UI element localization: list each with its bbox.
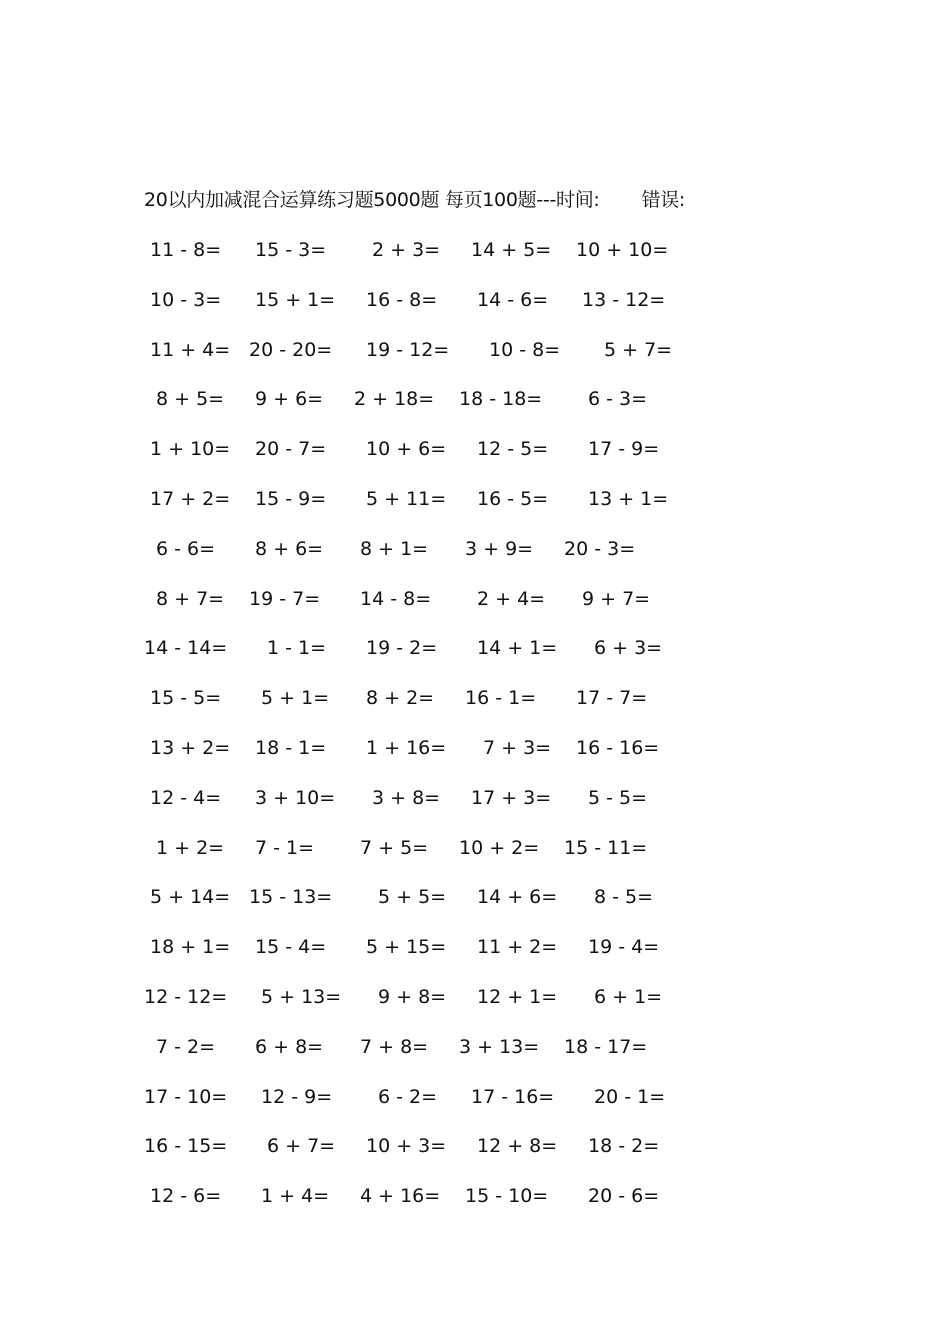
- problem-item: 9 + 6=: [255, 388, 324, 411]
- problem-item: 10 + 3=: [366, 1135, 447, 1158]
- problem-item: 15 + 1=: [255, 288, 336, 311]
- problem-item: 6 + 1=: [594, 985, 663, 1008]
- problem-item: 12 - 12=: [144, 985, 228, 1008]
- problem-item: 6 - 3=: [588, 388, 648, 411]
- problem-item: 1 + 16=: [366, 736, 447, 759]
- problem-item: 2 + 4=: [477, 587, 546, 610]
- problem-item: 13 + 1=: [588, 487, 669, 510]
- problem-item: 20 - 20=: [249, 338, 333, 361]
- problem-item: 15 - 10=: [465, 1185, 549, 1208]
- problem-item: 5 + 1=: [261, 687, 330, 710]
- problem-item: 1 + 4=: [261, 1185, 330, 1208]
- problem-item: 12 - 4=: [150, 786, 222, 809]
- problem-row: [144, 684, 674, 734]
- problem-row: [144, 734, 674, 784]
- problem-item: 14 + 5=: [471, 239, 552, 261]
- problem-item: 20 - 7=: [255, 438, 327, 461]
- problem-item: 14 - 6=: [477, 288, 549, 311]
- problem-item: 9 + 8=: [378, 985, 447, 1008]
- problem-row: [144, 585, 674, 635]
- problem-item: 3 + 13=: [459, 1035, 540, 1058]
- problem-item: 2 + 18=: [354, 388, 435, 411]
- problem-item: 17 - 16=: [471, 1085, 555, 1108]
- problem-grid: [144, 236, 674, 1232]
- worksheet-header: [144, 186, 685, 214]
- problem-item: 6 + 8=: [255, 1035, 324, 1058]
- problem-item: 1 - 1=: [267, 637, 327, 660]
- problem-item: 12 + 1=: [477, 985, 558, 1008]
- problem-item: 20 - 6=: [588, 1185, 660, 1208]
- problem-item: 12 - 6=: [150, 1185, 222, 1208]
- problem-row: [144, 435, 674, 485]
- problem-item: 5 + 13=: [261, 985, 342, 1008]
- problem-row: [144, 883, 674, 933]
- problem-item: 16 - 1=: [465, 687, 537, 710]
- problem-item: 3 + 8=: [372, 786, 441, 809]
- problem-item: 3 + 10=: [255, 786, 336, 809]
- problem-item: 4 + 16=: [360, 1185, 441, 1208]
- problem-row: [144, 385, 674, 435]
- problem-row: [144, 1033, 674, 1083]
- problem-item: 19 - 4=: [588, 936, 660, 959]
- problem-item: 15 - 5=: [150, 687, 222, 710]
- problem-item: 10 - 8=: [489, 338, 561, 361]
- problem-row: [144, 1182, 674, 1232]
- problem-item: 17 + 2=: [150, 487, 231, 510]
- problem-item: 8 - 5=: [594, 886, 654, 909]
- problem-item: 9 + 7=: [582, 587, 651, 610]
- problem-item: 14 - 14=: [144, 637, 228, 660]
- problem-row: [144, 236, 674, 286]
- problem-item: 5 + 5=: [378, 886, 447, 909]
- errors-label: 错误:: [641, 189, 686, 211]
- problem-item: 13 + 2=: [150, 736, 231, 759]
- problem-item: 2 + 3=: [372, 239, 441, 261]
- problem-item: 1 + 2=: [156, 836, 225, 859]
- problem-item: 11 - 8=: [150, 239, 222, 261]
- problem-item: 10 + 10=: [576, 239, 669, 261]
- problem-row: [144, 634, 674, 684]
- problem-item: 18 + 1=: [150, 936, 231, 959]
- problem-item: 14 - 8=: [360, 587, 432, 610]
- problem-row: [144, 286, 674, 336]
- problem-row: [144, 485, 674, 535]
- problem-item: 6 - 6=: [156, 537, 216, 560]
- problem-row: [144, 983, 674, 1033]
- problem-item: 18 - 1=: [255, 736, 327, 759]
- problem-item: 15 - 4=: [255, 936, 327, 959]
- problem-item: 5 - 5=: [588, 786, 648, 809]
- problem-item: 19 - 2=: [366, 637, 438, 660]
- problem-item: 15 - 9=: [255, 487, 327, 510]
- problem-item: 17 - 7=: [576, 687, 648, 710]
- problem-item: 17 - 9=: [588, 438, 660, 461]
- problem-item: 5 + 11=: [366, 487, 447, 510]
- problem-item: 7 - 1=: [255, 836, 315, 859]
- problem-row: [144, 834, 674, 884]
- problem-item: 8 + 7=: [156, 587, 225, 610]
- problem-item: 10 + 2=: [459, 836, 540, 859]
- problem-item: 12 - 9=: [261, 1085, 333, 1108]
- problem-item: 14 + 1=: [477, 637, 558, 660]
- problem-item: 16 - 15=: [144, 1135, 228, 1158]
- problem-item: 8 + 6=: [255, 537, 324, 560]
- problem-row: [144, 1083, 674, 1133]
- problem-item: 13 - 12=: [582, 288, 666, 311]
- problem-item: 17 + 3=: [471, 786, 552, 809]
- problem-item: 12 + 8=: [477, 1135, 558, 1158]
- problem-item: 10 + 6=: [366, 438, 447, 461]
- problem-item: 10 - 3=: [150, 288, 222, 311]
- problem-item: 16 - 8=: [366, 288, 438, 311]
- problem-item: 6 + 3=: [594, 637, 663, 660]
- problem-item: 20 - 3=: [564, 537, 636, 560]
- problem-item: 7 + 3=: [483, 736, 552, 759]
- problem-row: [144, 336, 674, 386]
- problem-item: 5 + 15=: [366, 936, 447, 959]
- problem-item: 7 + 5=: [360, 836, 429, 859]
- problem-item: 5 + 14=: [150, 886, 231, 909]
- problem-row: [144, 784, 674, 834]
- problem-row: [144, 1132, 674, 1182]
- problem-item: 19 - 7=: [249, 587, 321, 610]
- problem-item: 11 + 2=: [477, 936, 558, 959]
- problem-item: 15 - 11=: [564, 836, 648, 859]
- problem-item: 18 - 2=: [588, 1135, 660, 1158]
- problem-item: 17 - 10=: [144, 1085, 228, 1108]
- problem-item: 16 - 5=: [477, 487, 549, 510]
- problem-item: 8 + 5=: [156, 388, 225, 411]
- problem-item: 18 - 17=: [564, 1035, 648, 1058]
- problem-row: [144, 535, 674, 585]
- problem-row: [144, 933, 674, 983]
- worksheet-title: 20以内加减混合运算练习题5000题 每页100题---时间:: [144, 189, 600, 211]
- problem-item: 7 + 8=: [360, 1035, 429, 1058]
- problem-item: 12 - 5=: [477, 438, 549, 461]
- problem-item: 6 + 7=: [267, 1135, 336, 1158]
- problem-item: 11 + 4=: [150, 338, 231, 361]
- problem-item: 16 - 16=: [576, 736, 660, 759]
- problem-item: 5 + 7=: [604, 338, 673, 361]
- problem-item: 7 - 2=: [156, 1035, 216, 1058]
- problem-item: 8 + 1=: [360, 537, 429, 560]
- problem-item: 15 - 13=: [249, 886, 333, 909]
- problem-item: 3 + 9=: [465, 537, 534, 560]
- problem-item: 15 - 3=: [255, 239, 327, 261]
- problem-item: 18 - 18=: [459, 388, 543, 411]
- problem-item: 19 - 12=: [366, 338, 450, 361]
- problem-item: 14 + 6=: [477, 886, 558, 909]
- problem-item: 8 + 2=: [366, 687, 435, 710]
- problem-item: 6 - 2=: [378, 1085, 438, 1108]
- problem-item: 1 + 10=: [150, 438, 231, 461]
- problem-item: 20 - 1=: [594, 1085, 666, 1108]
